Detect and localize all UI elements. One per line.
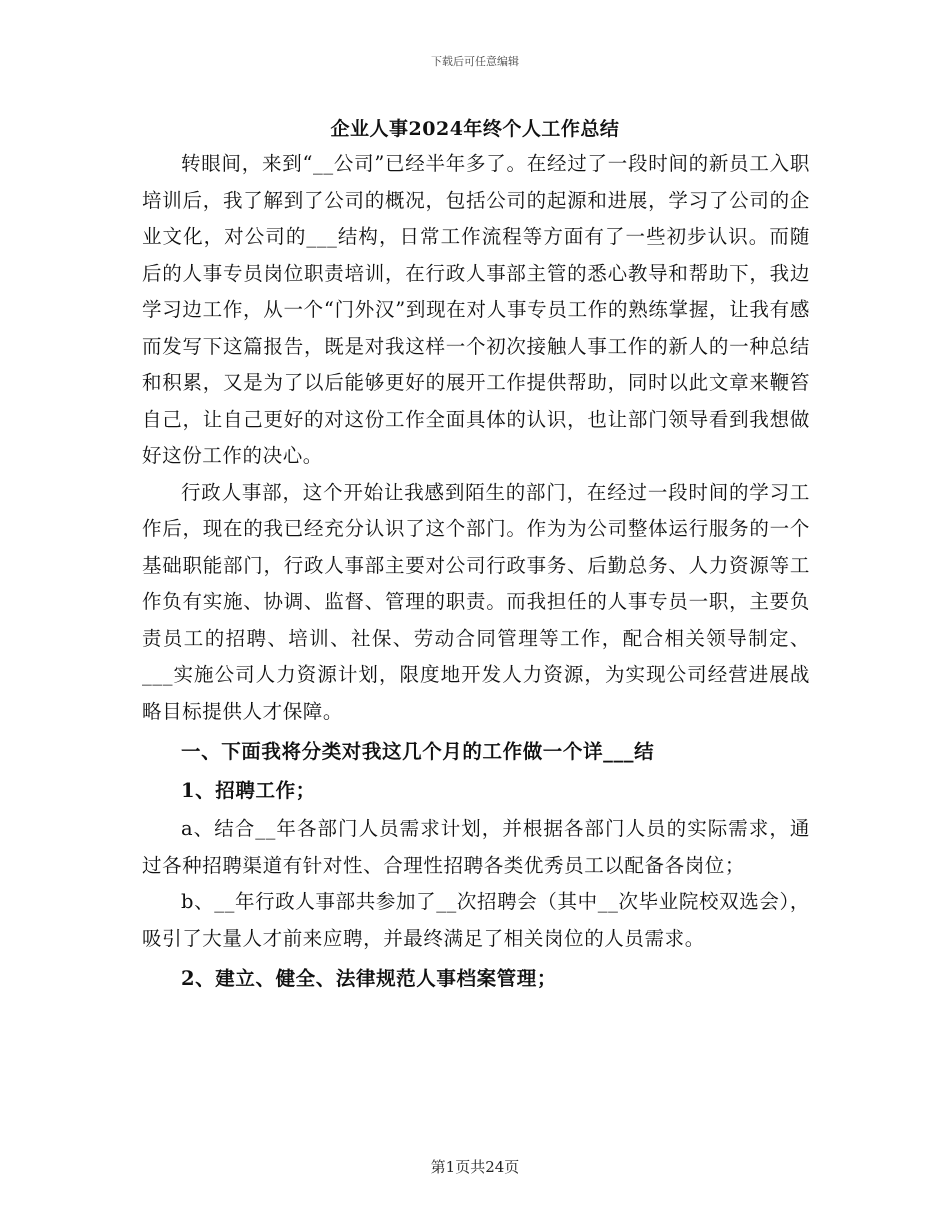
- paragraph-intro: 转眼间，来到“__公司”已经半年多了。在经过了一段时间的新员工入职培训后，我了解到了公司的概况，包括公司的起源和进展，学习了公司的企业文化，对公司的___结构，日常工作流程等方面有了一些初步认识。而随后的人事专员岗位职责培训，在行政人事部主管的悉心教导和帮助下，我边学习边工作，从一个“门外汉”到现在对人事专员工作的熟练掌握，让我有感而发写下这篇报告，既是对我这样一个初次接触人事工作的新人的一种总结和积累，又是为了以后能够更好的展开工作提供帮助，同时以此文章来鞭笞自己，让自己更好的对这份工作全面具体的认识，也让部门领导看到我想做好这份工作的决心。: [142, 152, 810, 467]
- subsection-heading-recruitment: 1、招聘工作；: [181, 778, 316, 802]
- paragraph-recruitment-a: a、结合__年各部门人员需求计划，并根据各部门人员的实际需求，通过各种招聘渠道有针对性、合理性招聘各类优秀员工以配备各岗位；: [142, 817, 810, 877]
- page-header-note: 下载后可任意编辑: [431, 55, 519, 68]
- document-body: [142, 146, 810, 1000]
- paragraph-department: 行政人事部，这个开始让我感到陌生的部门，在经过一段时间的学习工作后，现在的我已经充分认识了这个部门。作为为公司整体运行服务的一个基础职能部门，行政人事部主要对公司行政事务、后勤总务、人力资源等工作负有实施、协调、监督、管理的职责。而我担任的人事专员一职，主要负责员工的招聘、培训、社保、劳动合同管理等工作，配合相关领导制定、___实施公司人力资源计划，限度地开发人力资源，为实现公司经营进展战略目标提供人才保障。: [142, 480, 810, 723]
- paragraph-recruitment-b: b、__年行政人事部共参加了__次招聘会（其中__次毕业院校双选会），吸引了大量人才前来应聘，并最终满足了相关岗位的人员需求。: [142, 890, 810, 950]
- document-title: 企业人事2024年终个人工作总结: [330, 118, 620, 140]
- page-number: 第1页共24页: [430, 1158, 520, 1176]
- section-heading-1: 一、下面我将分类对我这几个月的工作做一个详___结: [181, 740, 655, 763]
- subsection-heading-archives: 2、建立、健全、法律规范人事档案管理；: [181, 967, 557, 990]
